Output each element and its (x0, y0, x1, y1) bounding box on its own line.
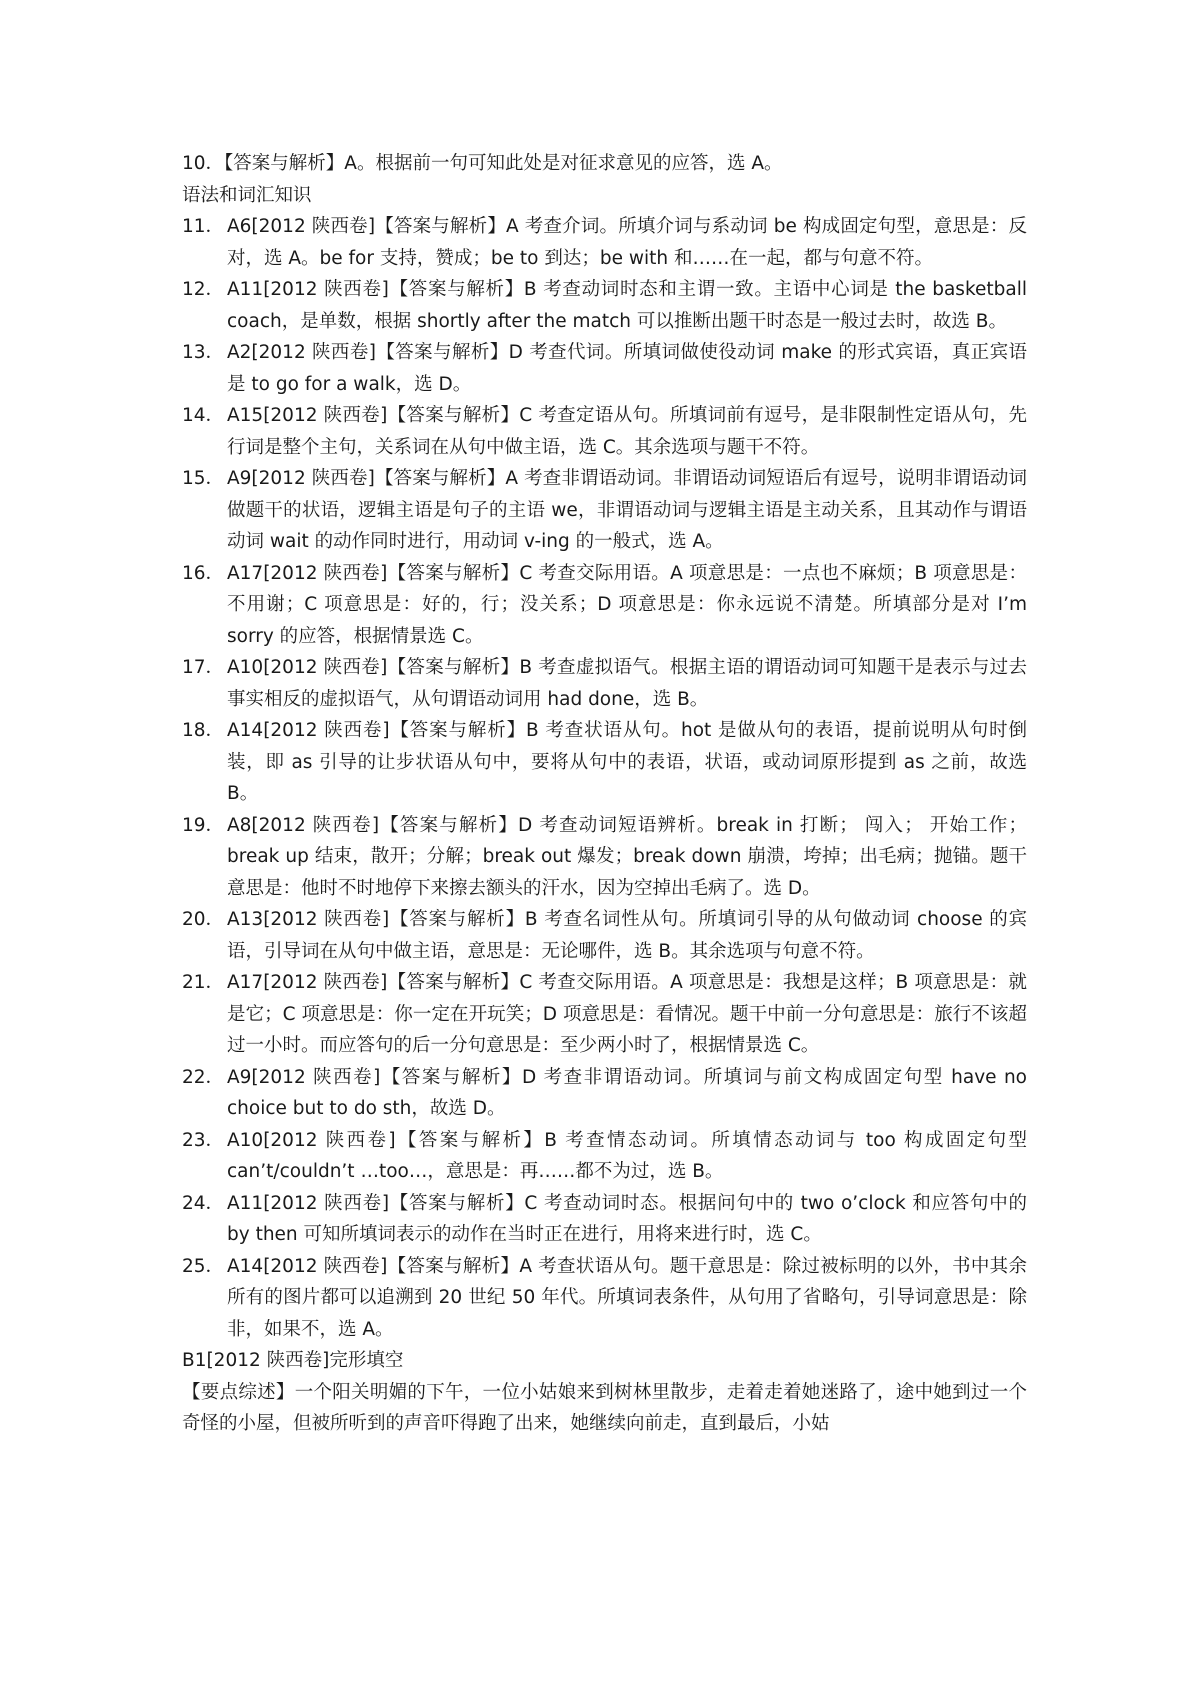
item-number: 15． (182, 468, 225, 489)
answer-10: 10．【答案与解析】A。根据前一句可知此处是对征求意见的应答，选 A。 (182, 153, 783, 174)
answer-item (182, 337, 1027, 400)
answer-item (182, 211, 1027, 274)
item-number: 23． (182, 1129, 225, 1151)
answer-item (182, 558, 1027, 653)
answer-item (182, 715, 1027, 810)
answer-item (182, 904, 1027, 967)
item-number: 25． (182, 1255, 225, 1277)
item-text: A10[2012 陕西卷]【答案与解析】B 考查情态动词。所填情态动词与 too 构成固定句型 can’t/couldn’t …too…，意思是：再……都不为过，选 B。 (227, 1129, 1027, 1182)
item-number: 20． (182, 909, 225, 930)
item-number: 24． (182, 1192, 225, 1214)
item-number: 11． (182, 216, 225, 237)
item-text: A8[2012 陕西卷]【答案与解析】D 考查动词短语辨析。break in 打断； 闯入； 开始工作；break up 结束，散开；分解；break out 爆发；break down 崩溃，垮掉；出毛病；抛锚。题干意思是：他时不时地停下来擦去额头的汗水，因为空掉出毛病了。选 D。 (227, 814, 1027, 899)
document-body (182, 148, 1027, 1440)
item-number: 16． (182, 562, 225, 584)
item-number: 19． (182, 814, 225, 836)
summary-paragraph: 【要点综述】一个阳关明媚的下午，一位小姑娘来到树林里散步，走着走着她迷路了，途中她到过一个奇怪的小屋，但被所听到的声音吓得跑了出来，她继续向前走，直到最后，小姑 (182, 1381, 1027, 1434)
item-text: A6[2012 陕西卷]【答案与解析】A 考查介词。所填介词与系动词 be 构成固定句型，意思是：反对，选 A。be for 支持，赞成；be to 到达；be with 和……在一起，都与句意不符。 (227, 216, 1027, 269)
item-text: A17[2012 陕西卷]【答案与解析】C 考查交际用语。A 项意思是：一点也不麻烦；B 项意思是：不用谢；C 项意思是：好的，行；没关系；D 项意思是：你永远说不清楚。所填部分是对 I’m sorry 的应答，根据情景选 C。 (227, 562, 1027, 647)
answer-item (182, 1125, 1027, 1188)
item-number: 22． (182, 1066, 225, 1088)
item-text: A14[2012 陕西卷]【答案与解析】A 考查状语从句。题干意思是：除过被标明的以外，书中其余所有的图片都可以追溯到 20 世纪 50 年代。所填词表条件，从句用了省略句，引导词意思是：除非，如果不，选 A。 (227, 1255, 1027, 1340)
item-text: A14[2012 陕西卷]【答案与解析】B 考查状语从句。hot 是做从句的表语，提前说明从句时倒装，即 as 引导的让步状语从句中，要将从句中的表语，状语，或动词原形提到 as 之前，故选 B。 (227, 720, 1027, 804)
item-text: A11[2012 陕西卷]【答案与解析】B 考查动词时态和主谓一致。主语中心词是 the basketball coach，是单数，根据 shortly after the match 可以推断出题干时态是一般过去时，故选 B。 (227, 279, 1027, 332)
answer-item (182, 274, 1027, 337)
item-number: 12． (182, 279, 225, 300)
answer-item (182, 1188, 1027, 1251)
answer-item (182, 1251, 1027, 1346)
item-number: 18． (182, 720, 225, 741)
answer-item (182, 463, 1027, 558)
answer-item (182, 810, 1027, 905)
item-number: 14． (182, 405, 225, 426)
item-text: A10[2012 陕西卷]【答案与解析】B 考查虚拟语气。根据主语的谓语动词可知题干是表示与过去事实相反的虚拟语气，从句谓语动词用 had done，选 B。 (227, 657, 1027, 710)
item-text: A9[2012 陕西卷]【答案与解析】A 考查非谓语动词。非谓语动词短语后有逗号，说明非谓语动词做题干的状语，逻辑主语是句子的主语 we，非谓语动词与逻辑主语是主动关系，且其动作与谓语动词 wait 的动作同时进行，用动词 v-ing 的一般式，选 A。 (227, 468, 1027, 552)
item-text: A13[2012 陕西卷]【答案与解析】B 考查名词性从句。所填词引导的从句做动词 choose 的宾语，引导词在从句中做主语，意思是：无论哪件，选 B。其余选项与句意不符。 (227, 909, 1027, 962)
answer-item (182, 967, 1027, 1062)
answer-item (182, 652, 1027, 715)
item-text: A15[2012 陕西卷]【答案与解析】C 考查定语从句。所填词前有逗号，是非限制性定语从句，先行词是整个主句，关系词在从句中做主语，选 C。其余选项与题干不符。 (227, 405, 1027, 458)
answer-item (182, 400, 1027, 463)
item-number: 17． (182, 657, 225, 678)
item-text: A11[2012 陕西卷]【答案与解析】C 考查动词时态。根据问句中的 two o’clock 和应答句中的 by then 可知所填词表示的动作在当时正在进行，用将来进行时，选 C。 (227, 1192, 1027, 1245)
cloze-section-title: B1[2012 陕西卷]完形填空 (182, 1350, 404, 1371)
item-number: 13． (182, 342, 225, 363)
answer-item (182, 1062, 1027, 1125)
item-text: A17[2012 陕西卷]【答案与解析】C 考查交际用语。A 项意思是：我想是这样；B 项意思是：就是它；C 项意思是：你一定在开玩笑；D 项意思是：看情况。题干中前一分句意思是：旅行不该超过一小时。而应答句的后一分句意思是：至少两小时了，根据情景选 C。 (227, 972, 1027, 1056)
section-title: 语法和词汇知识 (182, 184, 312, 206)
item-text: A9[2012 陕西卷]【答案与解析】D 考查非谓语动词。所填词与前文构成固定句型 have no choice but to do sth，故选 D。 (227, 1066, 1027, 1119)
item-text: A2[2012 陕西卷]【答案与解析】D 考查代词。所填词做使役动词 make 的形式宾语，真正宾语是 to go for a walk，选 D。 (227, 342, 1027, 395)
item-number: 21． (182, 972, 225, 993)
